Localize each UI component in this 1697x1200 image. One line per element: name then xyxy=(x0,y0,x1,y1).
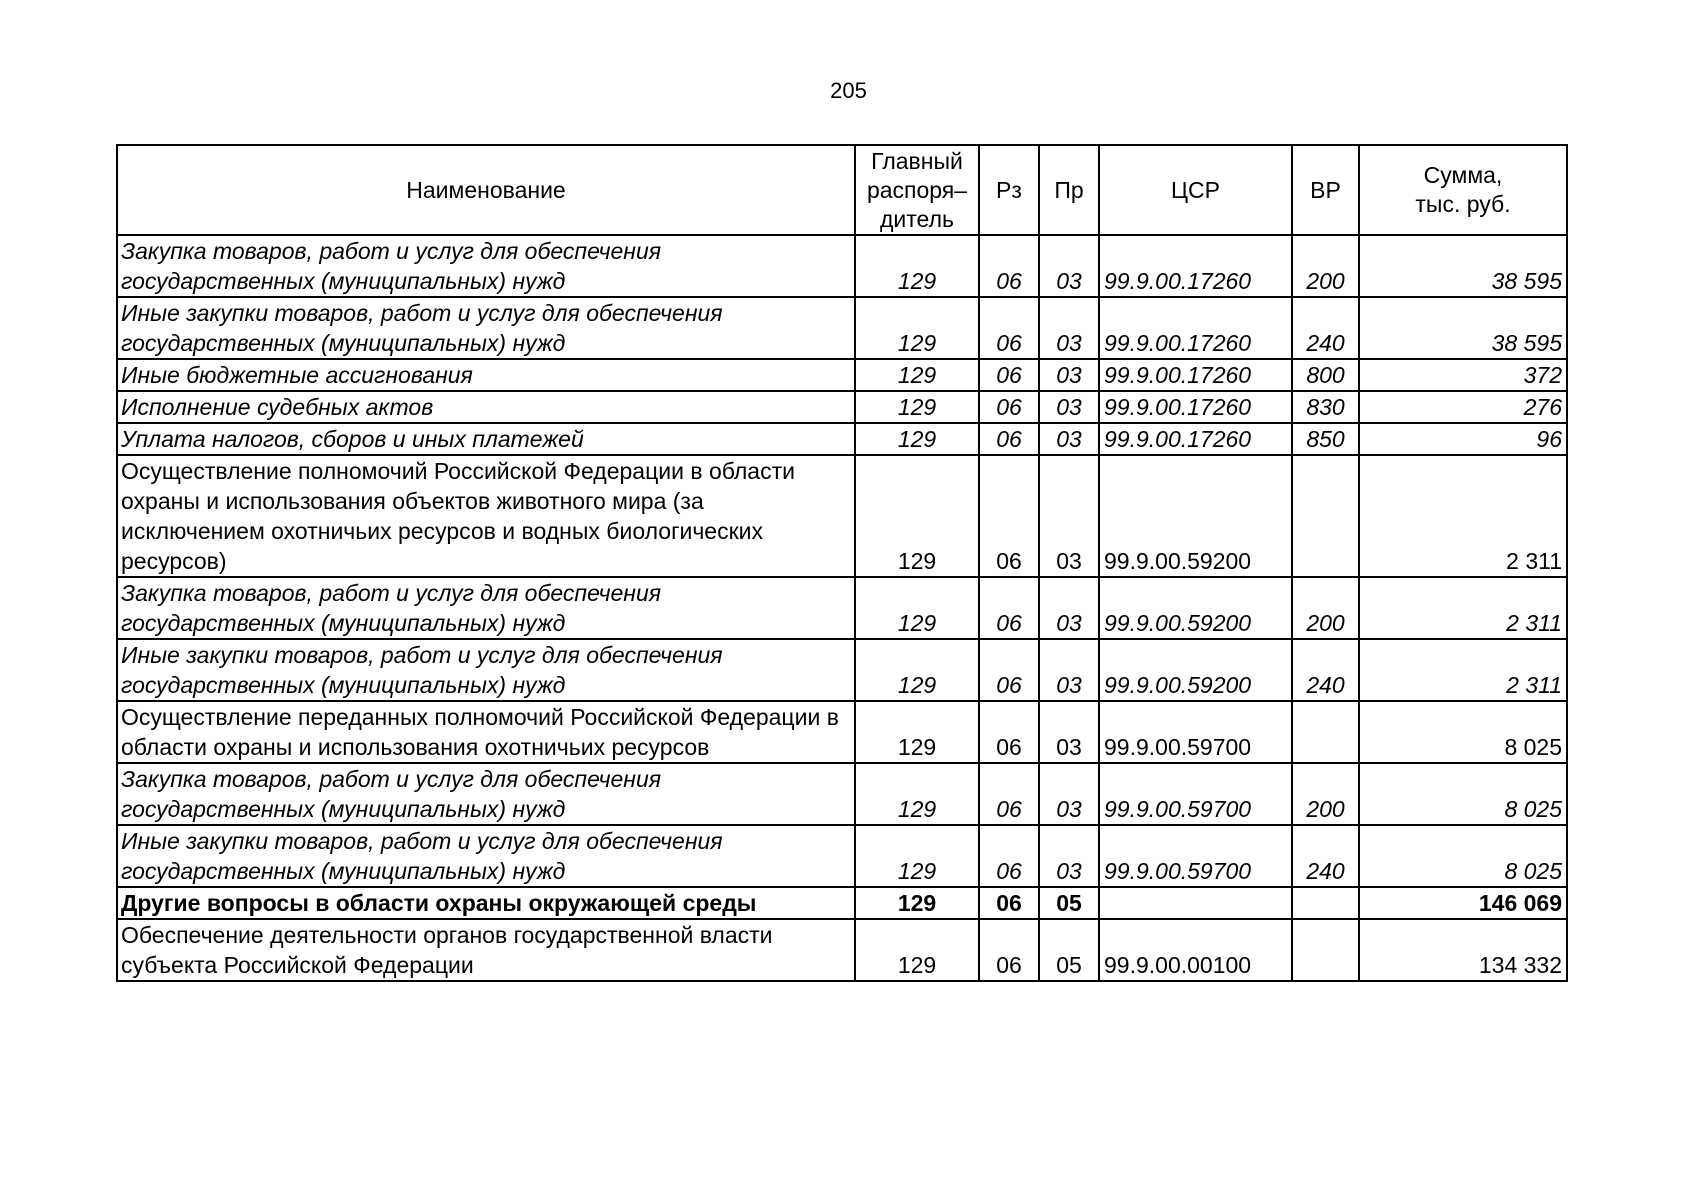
table-row xyxy=(117,639,1567,701)
budget-table xyxy=(116,144,1568,982)
cell-csr: 99.9.00.17260 xyxy=(1099,359,1292,391)
cell-rz: 06 xyxy=(979,919,1039,981)
cell-rz: 06 xyxy=(979,359,1039,391)
cell-summa: 96 xyxy=(1359,423,1567,455)
table-row xyxy=(117,359,1567,391)
cell-glavny: 129 xyxy=(855,391,979,423)
cell-vr: 200 xyxy=(1292,577,1359,639)
cell-vr: 800 xyxy=(1292,359,1359,391)
table-row xyxy=(117,297,1567,359)
cell-name: Иные закупки товаров, работ и услуг для обеспечения государственных (муниципальных) нужд xyxy=(117,639,855,701)
cell-vr: 240 xyxy=(1292,639,1359,701)
header-summa-line: тыс. руб. xyxy=(1415,191,1511,217)
cell-glavny: 129 xyxy=(855,455,979,577)
cell-pr: 03 xyxy=(1039,455,1099,577)
header-summa-line: Сумма, xyxy=(1423,162,1503,188)
header-name: Наименование xyxy=(117,145,855,235)
table-row xyxy=(117,919,1567,981)
cell-pr: 05 xyxy=(1039,919,1099,981)
cell-csr: 99.9.00.17260 xyxy=(1099,235,1292,297)
cell-glavny: 129 xyxy=(855,887,979,919)
cell-glavny: 129 xyxy=(855,359,979,391)
cell-vr: 240 xyxy=(1292,825,1359,887)
cell-rz: 06 xyxy=(979,887,1039,919)
cell-pr: 03 xyxy=(1039,701,1099,763)
header-glavny-line: дитель xyxy=(880,205,954,232)
table-row xyxy=(117,825,1567,887)
cell-name: Уплата налогов, сборов и иных платежей xyxy=(117,423,855,455)
cell-glavny: 129 xyxy=(855,919,979,981)
cell-vr: 240 xyxy=(1292,297,1359,359)
header-glavny-line: распоря– xyxy=(866,176,968,203)
cell-csr: 99.9.00.59700 xyxy=(1099,763,1292,825)
cell-summa: 8 025 xyxy=(1359,701,1567,763)
cell-glavny: 129 xyxy=(855,297,979,359)
cell-summa: 38 595 xyxy=(1359,297,1567,359)
cell-summa: 38 595 xyxy=(1359,235,1567,297)
cell-csr: 99.9.00.59200 xyxy=(1099,455,1292,577)
cell-rz: 06 xyxy=(979,235,1039,297)
cell-csr: 99.9.00.17260 xyxy=(1099,297,1292,359)
cell-rz: 06 xyxy=(979,577,1039,639)
cell-rz: 06 xyxy=(979,391,1039,423)
page-number: 205 xyxy=(830,78,867,103)
cell-csr: 99.9.00.59200 xyxy=(1099,639,1292,701)
cell-name: Закупка товаров, работ и услуг для обеспечения государственных (муниципальных) нужд xyxy=(117,235,855,297)
cell-rz: 06 xyxy=(979,297,1039,359)
cell-vr xyxy=(1292,701,1359,763)
cell-name: Обеспечение деятельности органов государственной власти субъекта Российской Федерации xyxy=(117,919,855,981)
header-pr: Пр xyxy=(1039,145,1099,235)
cell-pr: 03 xyxy=(1039,391,1099,423)
table-row xyxy=(117,391,1567,423)
header-csr: ЦСР xyxy=(1099,145,1292,235)
cell-pr: 03 xyxy=(1039,235,1099,297)
cell-rz: 06 xyxy=(979,423,1039,455)
cell-pr: 03 xyxy=(1039,423,1099,455)
cell-name: Осуществление полномочий Российской Федерации в области охраны и использования объектов животного мира (за исключением охотничьих ресурсов и водных биологических ресурсов) xyxy=(117,455,855,577)
table-body xyxy=(117,235,1567,981)
header-summa xyxy=(1359,145,1567,235)
cell-glavny: 129 xyxy=(855,639,979,701)
cell-csr: 99.9.00.17260 xyxy=(1099,423,1292,455)
cell-vr xyxy=(1292,887,1359,919)
cell-name: Закупка товаров, работ и услуг для обеспечения государственных (муниципальных) нужд xyxy=(117,763,855,825)
cell-vr: 830 xyxy=(1292,391,1359,423)
cell-vr xyxy=(1292,919,1359,981)
cell-rz: 06 xyxy=(979,701,1039,763)
cell-glavny: 129 xyxy=(855,423,979,455)
header-glavny-line: Главный xyxy=(871,147,963,174)
cell-summa: 146 069 xyxy=(1359,887,1567,919)
cell-name: Осуществление переданных полномочий Российской Федерации в области охраны и использования охотничьих ресурсов xyxy=(117,701,855,763)
table-row xyxy=(117,235,1567,297)
table-row xyxy=(117,577,1567,639)
cell-pr: 03 xyxy=(1039,639,1099,701)
cell-pr: 03 xyxy=(1039,577,1099,639)
table-row xyxy=(117,423,1567,455)
cell-rz: 06 xyxy=(979,639,1039,701)
cell-summa: 2 311 xyxy=(1359,639,1567,701)
cell-csr: 99.9.00.59700 xyxy=(1099,825,1292,887)
cell-rz: 06 xyxy=(979,455,1039,577)
cell-summa: 2 311 xyxy=(1359,577,1567,639)
table-header-row xyxy=(117,145,1567,235)
cell-vr xyxy=(1292,455,1359,577)
cell-glavny: 129 xyxy=(855,701,979,763)
header-vr: ВР xyxy=(1292,145,1359,235)
cell-vr: 200 xyxy=(1292,763,1359,825)
table-row xyxy=(117,763,1567,825)
cell-rz: 06 xyxy=(979,763,1039,825)
cell-name: Иные закупки товаров, работ и услуг для обеспечения государственных (муниципальных) нужд xyxy=(117,825,855,887)
cell-csr xyxy=(1099,887,1292,919)
cell-summa: 276 xyxy=(1359,391,1567,423)
cell-rz: 06 xyxy=(979,825,1039,887)
cell-csr: 99.9.00.59200 xyxy=(1099,577,1292,639)
cell-name: Исполнение судебных актов xyxy=(117,391,855,423)
cell-name: Закупка товаров, работ и услуг для обеспечения государственных (муниципальных) нужд xyxy=(117,577,855,639)
cell-csr: 99.9.00.17260 xyxy=(1099,391,1292,423)
cell-summa: 8 025 xyxy=(1359,763,1567,825)
cell-name: Иные бюджетные ассигнования xyxy=(117,359,855,391)
table-row xyxy=(117,701,1567,763)
cell-pr: 05 xyxy=(1039,887,1099,919)
cell-glavny: 129 xyxy=(855,825,979,887)
cell-summa: 134 332 xyxy=(1359,919,1567,981)
cell-summa: 2 311 xyxy=(1359,455,1567,577)
cell-glavny: 129 xyxy=(855,763,979,825)
cell-csr: 99.9.00.59700 xyxy=(1099,701,1292,763)
cell-name: Иные закупки товаров, работ и услуг для обеспечения государственных (муниципальных) нужд xyxy=(117,297,855,359)
header-glavny xyxy=(855,145,979,235)
cell-pr: 03 xyxy=(1039,763,1099,825)
table-row xyxy=(117,455,1567,577)
cell-pr: 03 xyxy=(1039,297,1099,359)
cell-summa: 8 025 xyxy=(1359,825,1567,887)
cell-name: Другие вопросы в области охраны окружающей среды xyxy=(117,887,855,919)
cell-glavny: 129 xyxy=(855,577,979,639)
cell-glavny: 129 xyxy=(855,235,979,297)
cell-pr: 03 xyxy=(1039,825,1099,887)
cell-summa: 372 xyxy=(1359,359,1567,391)
table-row xyxy=(117,887,1567,919)
cell-csr: 99.9.00.00100 xyxy=(1099,919,1292,981)
header-rz: Рз xyxy=(979,145,1039,235)
cell-pr: 03 xyxy=(1039,359,1099,391)
cell-vr: 200 xyxy=(1292,235,1359,297)
cell-vr: 850 xyxy=(1292,423,1359,455)
